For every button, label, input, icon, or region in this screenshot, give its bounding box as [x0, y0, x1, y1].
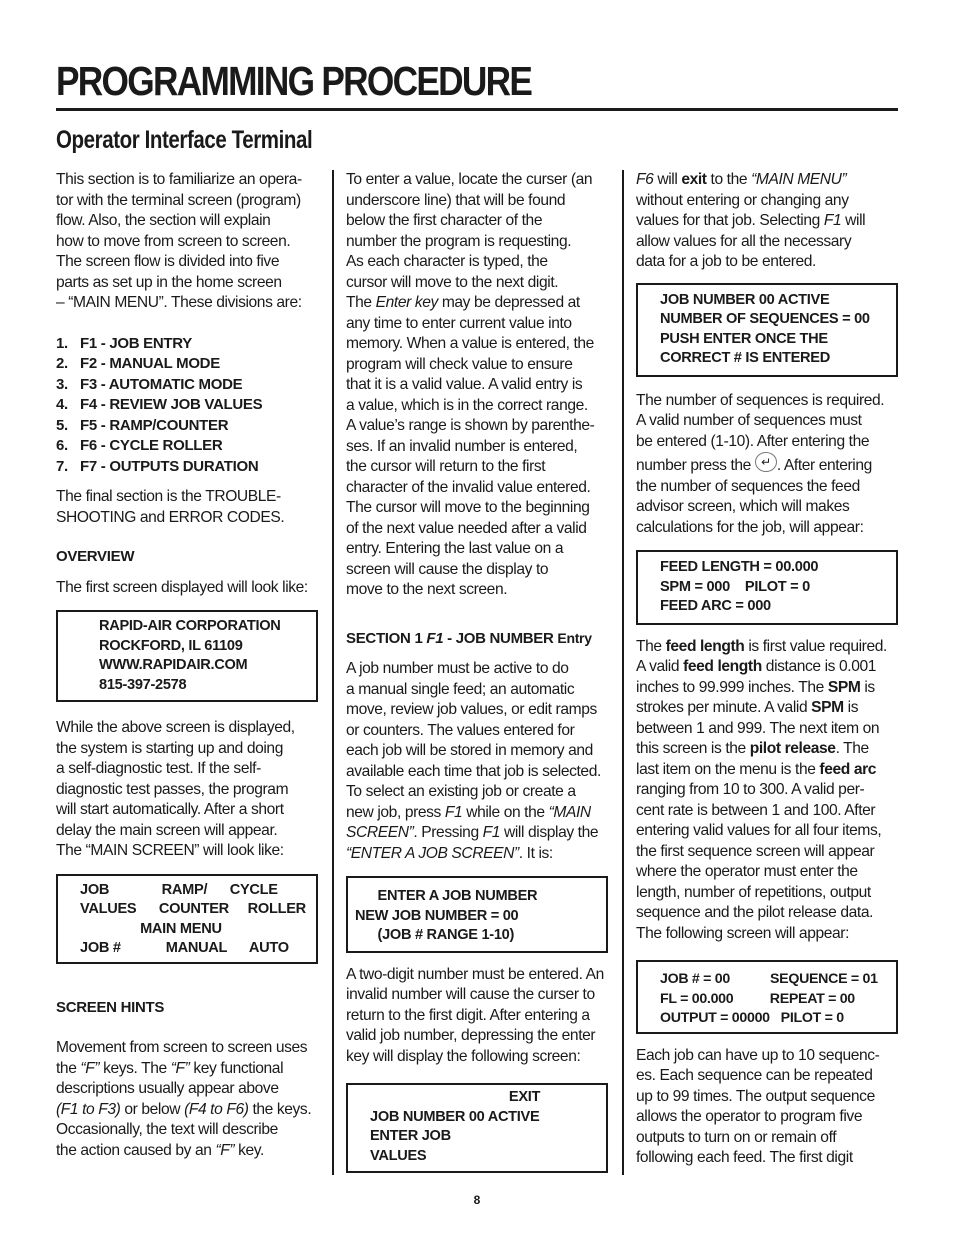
section-subtitle: Operator Interface Terminal	[56, 126, 313, 154]
section-1-heading: SECTION 1 F1 - JOB NUMBER Entry	[346, 629, 592, 647]
list-item: 3. F3 - AUTOMATIC MODE	[56, 375, 243, 393]
enter-value-paragraph: To enter a value, locate the curser (an underscore line) that will be found below the first character of the number the program is requesting. As each character is typed, the cursor will move to the next digit. The Enter key may be depressed at any time to enter current value into memory. When a value is entered, the program will check value to ensure that it is a valid value. A valid entry is a value, which is in the correct range. A value’s range is shown by parenthe- ses. If an invalid number is entered, the cursor will return to the first character of the invalid value entered. The cursor will move to the beginning of the next value needed after a valid entry. Entering the last value on a screen will cause the display to move to the next screen.	[346, 171, 595, 598]
column-divider-2	[622, 170, 624, 1175]
feed-advisor-screen-box: FEED LENGTH = 00.000 SPM = 000 PILOT = 0 FEED ARC = 000	[636, 550, 898, 625]
startup-paragraph: While the above screen is displayed, the system is starting up and doing a self-diagnostic test. If the self- diagnostic test passes, the program will start automatically. After a short delay the main screen will appear. The “MAIN SCREEN” will look like:	[56, 719, 295, 859]
enter-key-icon: ↵	[755, 452, 777, 472]
intro-paragraph: This section is to familiarize an opera- tor with the terminal screen (program) flow. Also, the section will explain how to move from screen to screen. The screen flow is divided into five parts as set up in the home screen – “MAIN MENU”. These divisions are:	[56, 171, 302, 311]
overview-paragraph: The first screen displayed will look like:	[56, 578, 308, 596]
list-item: 5. F5 - RAMP/COUNTER	[56, 416, 229, 434]
title-rule	[56, 108, 898, 111]
sequences-screen-box: JOB NUMBER 00 ACTIVE NUMBER OF SEQUENCES = 00 PUSH ENTER ONCE THE CORRECT # IS ENTERED	[636, 283, 898, 377]
main-menu-list	[56, 334, 320, 478]
list-item: 7. F7 - OUTPUTS DURATION	[56, 457, 259, 475]
each-job-paragraph: Each job can have up to 10 sequenc- es. Each sequence can be repeated up to 99 times. The output sequence allows the operator to program five outputs to turn on or remain off following each feed. The first digit	[636, 1046, 880, 1166]
sequence-screen-box: JOB # = 00 SEQUENCE = 01 FL = 00.000 REPEAT = 00 OUTPUT = 00000 PILOT = 0	[636, 960, 898, 1034]
list-item: 1. F1 - JOB ENTRY	[56, 334, 192, 352]
list-item: 4. F4 - REVIEW JOB VALUES	[56, 396, 263, 413]
column-3	[636, 170, 900, 1179]
sequences-paragraph: The number of sequences is required. A valid number of sequences must be entered (1-10). After entering the number press the ↵ . After entering the number of sequences the feed advisor screen, which will makes calculations for the job, will appear:	[636, 391, 885, 536]
column-2	[346, 170, 610, 1187]
list-item: 2. F2 - MANUAL MODE	[56, 355, 220, 372]
startup-screen-box: RAPID-AIR CORPORATION ROCKFORD, IL 61109 WWW.RAPIDAIR.COM 815-397-2578	[56, 610, 318, 702]
two-digit-paragraph: A two-digit number must be entered. An invalid number will cause the curser to return to the first digit. After entering a valid job number, depressing the enter key will display the following screen:	[346, 965, 604, 1065]
screen-hints-paragraph: Movement from screen to screen uses the “F” keys. The “F” key functional descriptions usually appear above (F1 to F3) or below (F4 to F6) the keys. Occasionally, the text will describe the action caused by an “F” key.	[56, 1039, 312, 1159]
feed-length-paragraph: The feed length is first value required. A valid feed length distance is 0.001 inches to 99.999 inches. The SPM is strokes per minute. A valid SPM is between 1 and 999. The next item on this screen is the pilot release. The last item on the menu is the feed arc ranging from 10 to 300. A valid per- cent rate is between 1 and 100. After entering valid values for all four items, the first sequence screen will appear where the operator must enter the length, number of repetitions, output sequence and the pilot release data. The following screen will appear:	[636, 637, 887, 942]
final-section-paragraph: The final section is the TROUBLE- SHOOTING and ERROR CODES.	[56, 488, 285, 526]
overview-heading: OVERVIEW	[56, 548, 135, 565]
column-1	[56, 170, 320, 1171]
column-divider-1	[332, 170, 334, 1175]
job-number-paragraph: A job number must be active to do a manual single feed; an automatic move, review job values, or edit ramps or counters. The values entered for each job will be stored in memory and available each time that job is selected. To select an existing job or create a new job, press F1 while on the “MAIN SCREEN”. Pressing F1 will display the “ENTER A JOB SCREEN”. It is:	[346, 660, 601, 862]
exit-paragraph: F6 will exit to the “MAIN MENU” without entering or changing any values for that job. Selecting F1 will allow values for all the necessary data for a job to be entered.	[636, 171, 866, 270]
enter-job-screen-box: ENTER A JOB NUMBER NEW JOB NUMBER = 00 (JOB # RANGE 1-10)	[346, 876, 608, 953]
list-item: 6. F6 - CYCLE ROLLER	[56, 437, 223, 454]
page-number: 8	[473, 1193, 481, 1207]
main-screen-box: JOB RAMP/ CYCLE VALUES COUNTER ROLLER MAIN MENU JOB # MANUAL AUTO	[56, 874, 318, 964]
job-active-screen-box: EXIT JOB NUMBER 00 ACTIVE ENTER JOB VALUES	[346, 1083, 608, 1173]
screen-hints-heading: SCREEN HINTS	[56, 998, 165, 1016]
page-title: PROGRAMMING PROCEDURE	[56, 58, 532, 104]
